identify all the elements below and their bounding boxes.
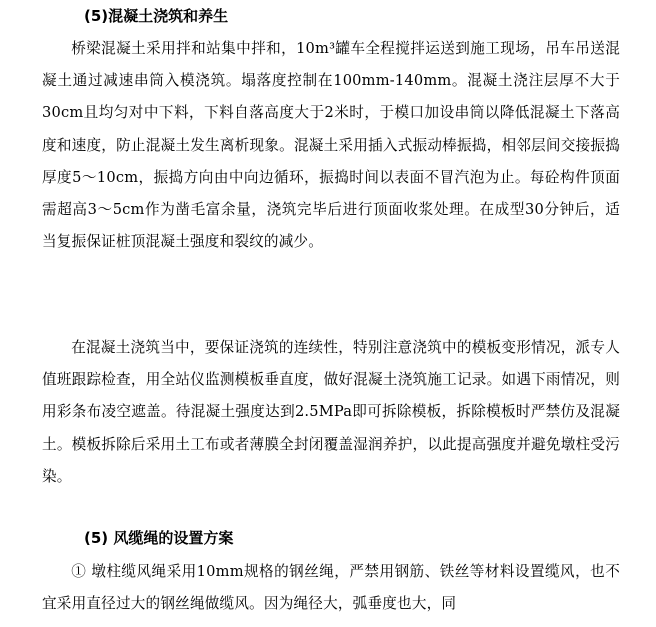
paragraph-pouring-continuity: 在混凝土浇筑当中，要保证浇筑的连续性，特别注意浇筑中的模板变形情况，派专人值班跟踪检查，用全站仪监测模板垂直度，做好混凝土浇筑施工记录。如遇下雨情况，则用彩条布凌空遮盖。待混凝土强度达到2.5MPa即可拆除模板，拆除模板时严禁仿及混凝土。模板拆除后采用土工布或者薄膜全封闭覆盖湿润养护，以此提高强度并避免墩柱受污染。 bbox=[42, 339, 620, 485]
section-heading-concrete-pouring: (5)混凝土浇筑和养生 bbox=[84, 7, 229, 25]
paragraph-guy-rope-specification: ① 墩柱缆风绳采用10mm规格的钢丝绳，严禁用钢筋、铁丝等材料设置缆风，也不宜采用直径过大的钢丝绳做缆风。因为绳径大，弧垂度也大，同 bbox=[42, 563, 620, 613]
section-heading-guy-rope: (5) 风缆绳的设置方案 bbox=[84, 529, 234, 547]
paragraph-concrete-pouring-process: 桥梁混凝土采用拌和站集中拌和，10m³罐车全程搅拌运送到施工现场，吊车吊送混凝土通过减速串筒入模浇筑。塌落度控制在100mm-140mm。混凝土浇注层厚不大于30cm且均匀对中下料，下料自落高度大于2米时，于模口加设串筒以降低混凝土下落高度和速度，防止混凝土发生离析现象。混凝土采用插入式振动棒振捣，相邻层间交接振捣厚度5～10cm，振捣方向由中向边循环，振捣时间以表面不冒汽泡为止。每砼构件顶面需超高3～5cm作为凿毛富余量，浇筑完毕后进行顶面收浆处理。在成型30分钟后，适当复振保证桩顶混凝土强度和裂纹的减少。 bbox=[42, 40, 620, 251]
